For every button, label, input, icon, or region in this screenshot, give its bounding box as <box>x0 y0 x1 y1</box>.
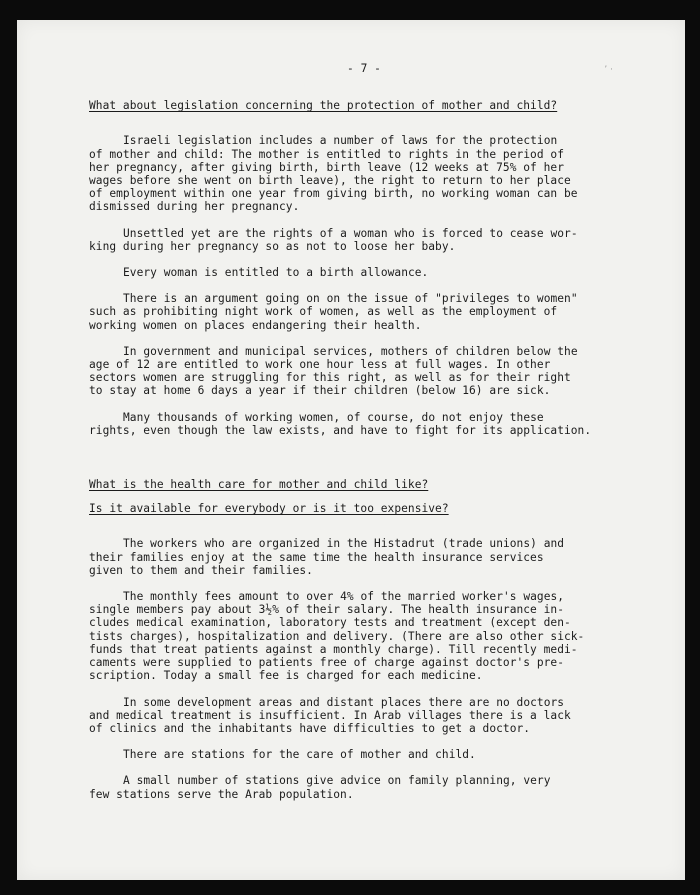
section-heading: What about legislation concerning the protection of mother and child? <box>89 99 558 113</box>
paragraph: In government and municipal services, mothers of children below the age of 12 are entitled to work one hour less at full wages. In other sectors women are struggling for this right, as well as for their right to stay at home 6 days a year if their children (below 16) are sick. <box>89 344 578 398</box>
paragraph: A small number of stations give advice on family planning, very few stations serve the Arab population. <box>89 774 551 801</box>
section-legislation-heading-block <box>89 99 669 112</box>
paragraph: There is an argument going on on the issue of "privileges to women" such as prohibiting night work of women, as well as the employment of working women on places endangering their health. <box>89 292 578 332</box>
paragraph: The monthly fees amount to over 4% of the married worker's wages, single members pay about 3½% of their salary. The health insurance in- cludes medical examination, laboratory tests and treatment (except den- tists charges), hospitalization and delivery. (There are also other sick- funds that treat patients against a monthly charge). Till recently medi- caments were supplied to patients free of charge against doctor's pre- scription. Today a small fee is charged for each medicine. <box>89 590 585 683</box>
section-health-heading-block <box>89 478 669 515</box>
paragraph: Unsettled yet are the rights of a woman who is forced to cease wor- king during her pregnancy so as not to loose her baby. <box>89 226 578 253</box>
paragraph: In some development areas and distant places there are no doctors and medical treatment is insufficient. In Arab villages there is a lack of clinics and the inhabitants have difficulties to get a doctor. <box>89 695 571 735</box>
paragraph: Israeli legislation includes a number of laws for the protection of mother and child: The mother is entitled to rights in the period of her pregnancy, after giving birth, birth leave (12 weeks at 75% of her wages before she went on birth leave), the right to return to her place of employment within one year from giving birth, no working woman can be dismissed during her pregnancy. <box>89 134 578 214</box>
paragraph: There are stations for the care of mother and child. <box>123 748 476 762</box>
section-legislation <box>89 134 669 437</box>
paragraph: The workers who are organized in the Histadrut (trade unions) and their families enjoy at the same time the health insurance services given to them and their families. <box>89 537 565 577</box>
section-subheading: Is it available for everybody or is it too expensive? <box>89 502 449 516</box>
section-health-care <box>89 537 669 800</box>
page-number: - 7 - <box>347 62 381 75</box>
paragraph: Every woman is entitled to a birth allowance. <box>123 266 429 280</box>
document-page <box>17 20 685 880</box>
section-heading: What is the health care for mother and child like? <box>89 478 429 492</box>
paragraph: Many thousands of working women, of course, do not enjoy these rights, even though the law exists, and have to fight for its application. <box>89 410 592 437</box>
corner-mark: ’ · <box>604 65 613 75</box>
document-body <box>89 62 669 814</box>
